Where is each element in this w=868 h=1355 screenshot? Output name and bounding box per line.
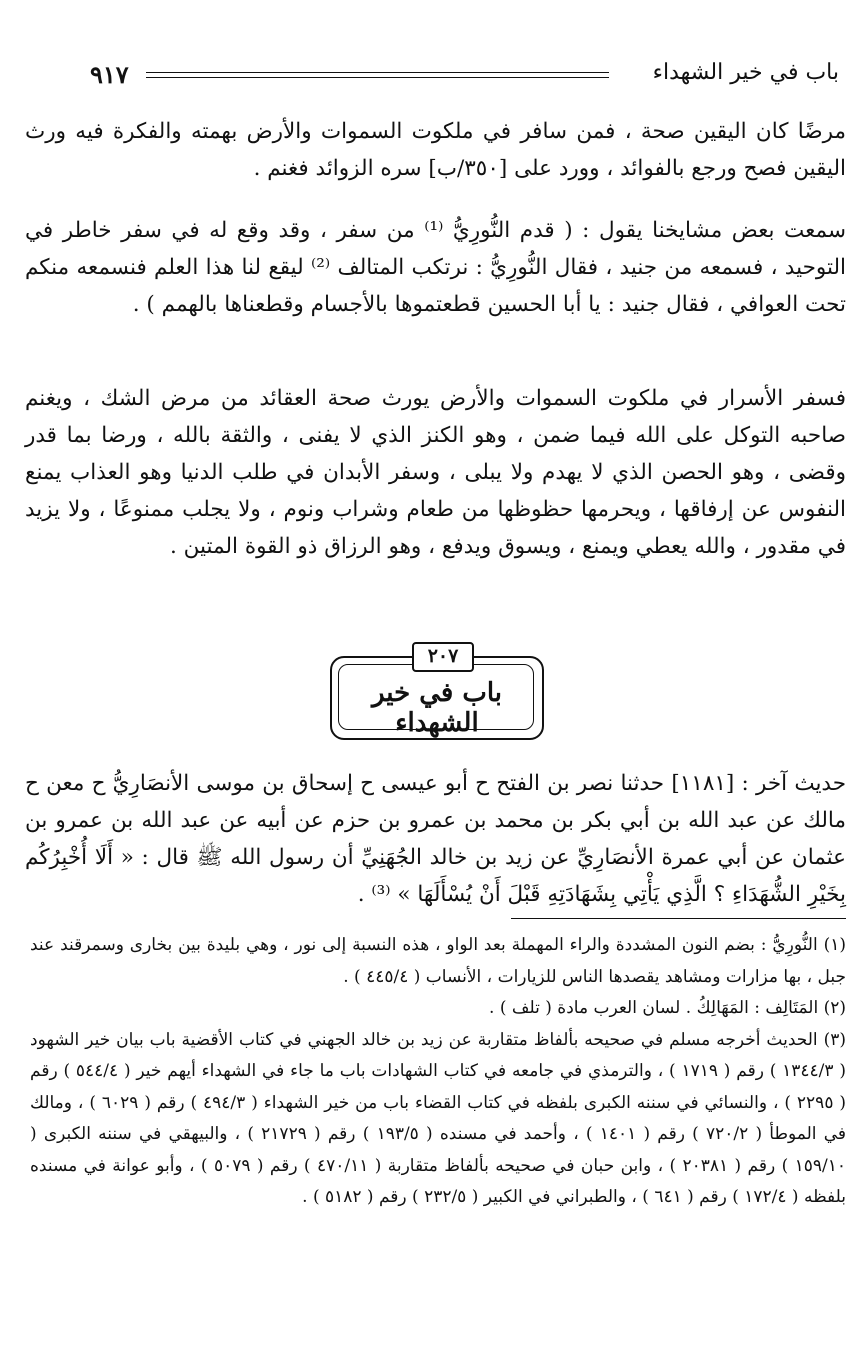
footnote-2: (٢) المَتَالِف : المَهَالِكُ . لسان العرب مادة ( تلف ) . — [489, 998, 846, 1018]
chapter-title: باب في خير الشهداء — [371, 678, 503, 738]
paragraph-text: سمعت بعض مشايخنا يقول : ( قدم النُّورِيُّ ⁽¹⁾ من سفر ، وقد وقع له في سفر خاطر في التوحيد ، فسمعه من جنيد ، فقال النُّورِيُّ : نرتكب المتالف ⁽²⁾ ليقع لنا هذا العلم فنسمعه منكم تحت العوافي ، فقال جنيد : يا أبا الحسين قطعتموها بالأجسام وقطعناها بالهمم ) . — [25, 218, 846, 317]
hadith-paragraph — [25, 765, 846, 913]
footnote-3: (٣) الحديث أخرجه مسلم في صحيحه بألفاظ متقاربة عن زيد بن خالد الجهني في كتاب الأقضية باب بيان خير الشهود ( ١٣٤٤/٣ ) رقم ( ١٧١٩ ) ، والترمذي في جامعه في كتاب الشهادات باب ما جاء في الشهداء أيهم خير ( ٥٤٤/٤ ) رقم ( ٢٢٩٥ ) ، والنسائي في سننه الكبرى بلفظه في كتاب القضاء باب من خير الشهداء ( ٤٩٤/٣ ) رقم ( ٦٠٢٩ ) ، ومالك في الموطأ ( ٧٢٠/٢ ) رقم ( ١٤٠١ ) ، وأحمد في مسنده ( ١٩٣/٥ ) رقم ( ٢١٧٢٩ ) ، والبيهقي في سننه الكبرى ( ١٥٩/١٠ ) رقم ( ٢٠٣٨١ ) ، وابن حبان في صحيحه بألفاظ متقاربة ( ٤٧٠/١١ ) رقم ( ٥٠٧٩ ) ، وأبو عوانة في مسنده بلفظه ( ١٧٢/٤ ) رقم ( ٦٤١ ) ، والطبراني في الكبير ( ٢٣٢/٥ ) رقم ( ٥١٨٢ ) . — [30, 1029, 847, 1207]
paragraph-2 — [25, 212, 846, 323]
paragraph-1 — [25, 113, 846, 187]
footnote-separator — [511, 918, 846, 919]
header-rule — [146, 72, 609, 73]
header-title: باب في خير الشهداء — [652, 60, 839, 85]
page-number: ٩١٧ — [90, 60, 129, 89]
footnote-1: (١) النُّورِيُّ : بضم النون المشددة والراء المهملة بعد الواو ، هذه النسبة إلى نور ، وهي بليدة بين بخارى وسمرقند عند جبل ، بها مزارات ومشاهد يقصدها الناس للزيارات ، الأنساب ( ٤٤٥/٤ ) . — [30, 935, 846, 987]
chapter-number: ٢٠٧ — [412, 642, 474, 672]
footnotes — [30, 930, 846, 1214]
paragraph-text: مرضًا كان اليقين صحة ، فمن سافر في ملكوت السموات والأرض بهمته والفكرة فيه ورث اليقين فصح ورجع بالفوائد ، وورد على [٣٥٠/ب] سره الزوائد فغنم . — [25, 119, 846, 181]
paragraph-3 — [25, 380, 846, 565]
paragraph-text: فسفر الأسرار في ملكوت السموات والأرض يورث صحة العقائد من مرض الشك ، ويغنم صاحبه التوكل على الله فيما ضمن ، وهو الكنز الذي لا يفنى ، والثقة بالله ، ورضا بما قدر وقضى ، وهو الحصن الذي لا يهدم ولا يبلى ، وسفر الأبدان في طلب الدنيا وهو العذاب يمنع النفوس عن إرفاقها ، ويحرمها حظوظها من طعام وشراب ونوم ، ولا يجلب ممنوعًا ، ولا يزيد في مقدور ، والله يعطي ويمنع ، ويسوق ويدفع ، وهو الرزاق ذو القوة المتين . — [25, 386, 846, 559]
chapter-heading-frame — [330, 640, 544, 740]
header-rule-double — [146, 77, 609, 78]
paragraph-text: حديث آخر : [١١٨١] حدثنا نصر بن الفتح ح أبو عيسى ح إسحاق بن موسى الأنصَارِيُّ ح معن ح مالك عن عبد الله بن أبي بكر بن محمد بن عمرو بن حزم عن أبيه عن عبد الله بن عمرو بن عثمان عن أبي عمرة الأنصَارِيِّ عن زيد بن خالد الجُهَنِيِّ أن رسول الله ﷺ قال : « أَلَا أُخْبِرُكُم بِخَيْرِ الشُّهَدَاءِ ؟ الَّذِي يَأْتِي بِشَهَادَتِهِ قَبْلَ أَنْ يُسْأَلَهَا » ⁽³⁾ . — [25, 771, 846, 907]
running-header — [84, 58, 839, 96]
